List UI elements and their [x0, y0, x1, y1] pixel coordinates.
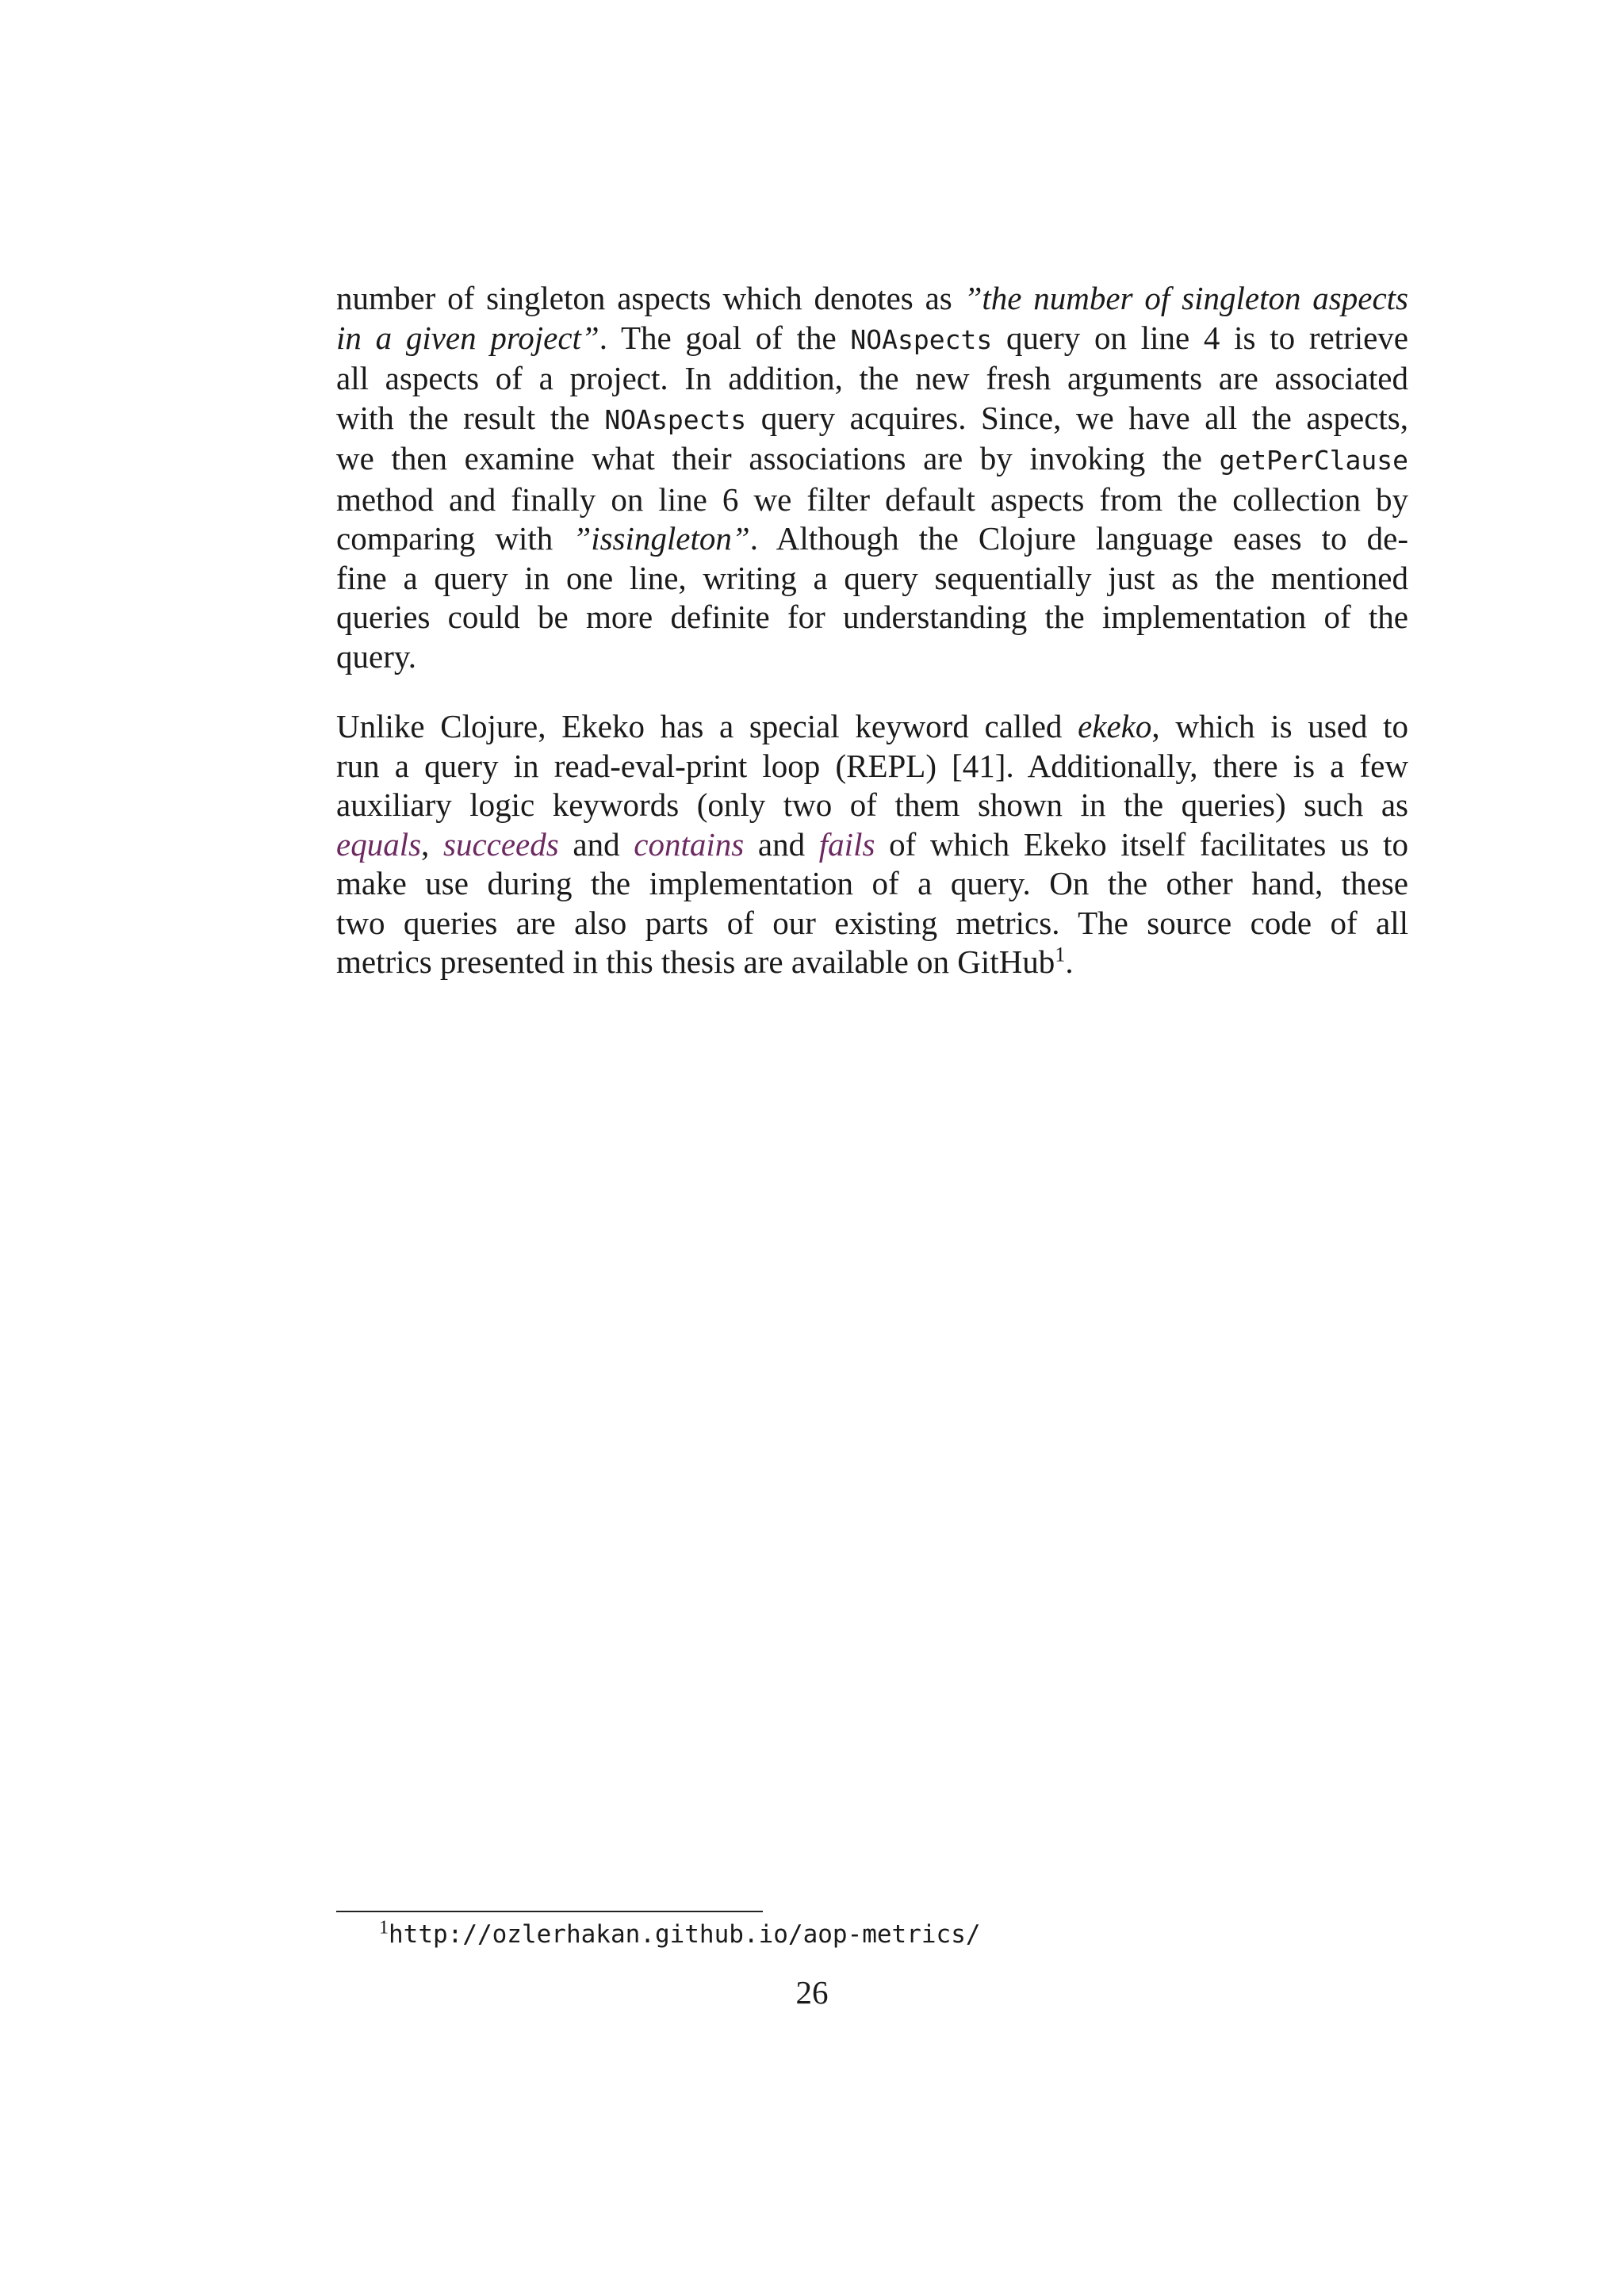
- p1-line-2: [336, 319, 1408, 360]
- paragraph-2: [336, 707, 1408, 982]
- quote-italic: ”issingleton”: [573, 520, 750, 557]
- p2-text: metrics presented in this thesis are available on GitHub: [336, 943, 1055, 980]
- p1-text: number of singleton aspects which denotes as: [336, 280, 964, 316]
- footnote-rule: [336, 1911, 763, 1912]
- p1-line-4: [336, 399, 1408, 440]
- p1-line-3: all aspects of a project. In addition, the new fresh arguments are associated: [336, 360, 1408, 396]
- p1-text: with the result the: [336, 399, 605, 436]
- quote-italic: ”the number of singleton aspects: [963, 280, 1408, 316]
- p2-text: , which is used to: [1151, 708, 1408, 744]
- p1-text: query acquires. Since, we have all the aspects,: [746, 399, 1408, 436]
- p1-text: query on line 4 is to retrieve: [992, 319, 1408, 356]
- code-getperclause: getPerClause: [1219, 445, 1408, 476]
- p1-text: . The goal of the: [599, 319, 851, 356]
- p1-text: . Although the Clojure language eases to de-: [749, 520, 1408, 557]
- link-contains[interactable]: contains: [634, 825, 745, 863]
- p2-text: and: [558, 825, 634, 863]
- p2-line-1: [336, 707, 1408, 747]
- keyword-ekeko: ekeko: [1078, 708, 1152, 744]
- p2-text: Unlike Clojure, Ekeko has a special keyword called: [336, 708, 1078, 744]
- p1-line-1: [336, 279, 1408, 319]
- link-fails[interactable]: fails: [818, 825, 875, 863]
- p2-text: of which Ekeko itself facilitates us to: [875, 825, 1409, 863]
- paragraph-1: [336, 279, 1408, 676]
- p2-line-2: run a query in read-eval-print loop (REPL) [41]. Additionally, there is a few: [336, 747, 1408, 784]
- p2-line-3: auxiliary logic keywords (only two of them shown in the queries) such as: [336, 786, 1408, 823]
- code-noaspects: NOAspects: [604, 404, 747, 435]
- p2-text: .: [1065, 943, 1074, 980]
- link-equals[interactable]: equals: [336, 825, 422, 863]
- page-number: 26: [795, 1974, 829, 2011]
- p1-line-5: [336, 439, 1408, 480]
- footnote-marker[interactable]: 1: [1055, 943, 1066, 966]
- code-noaspects: NOAspects: [850, 323, 993, 355]
- footnote-url[interactable]: http://ozlerhakan.github.io/aop-metrics/: [389, 1920, 981, 1949]
- p1-text: we then examine what their associations are by invoking the: [336, 440, 1220, 476]
- p1-line-9: queries could be more definite for understanding the implementation of the: [336, 599, 1408, 635]
- p2-line-4: [336, 825, 1408, 865]
- p1-line-7: [336, 519, 1408, 559]
- p2-line-6: two queries are also parts of our existing metrics. The source code of all: [336, 904, 1408, 941]
- p2-line-5: make use during the implementation of a query. On the other hand, these: [336, 865, 1408, 901]
- p1-line-8: fine a query in one line, writing a query sequentially just as the mentioned: [336, 559, 1408, 596]
- footnote-number: 1: [379, 1917, 389, 1938]
- p2-text: ,: [421, 825, 443, 863]
- p1-line-10: query.: [336, 637, 416, 675]
- p2-text: and: [744, 825, 819, 863]
- p2-line-7: [336, 943, 1408, 982]
- quote-italic: in a given project”: [336, 319, 599, 356]
- p1-text: comparing with: [336, 520, 573, 557]
- p1-line-6: method and finally on line 6 we filter default aspects from the collection by: [336, 480, 1408, 518]
- footnote: [379, 1919, 981, 1950]
- link-succeeds[interactable]: succeeds: [442, 825, 559, 863]
